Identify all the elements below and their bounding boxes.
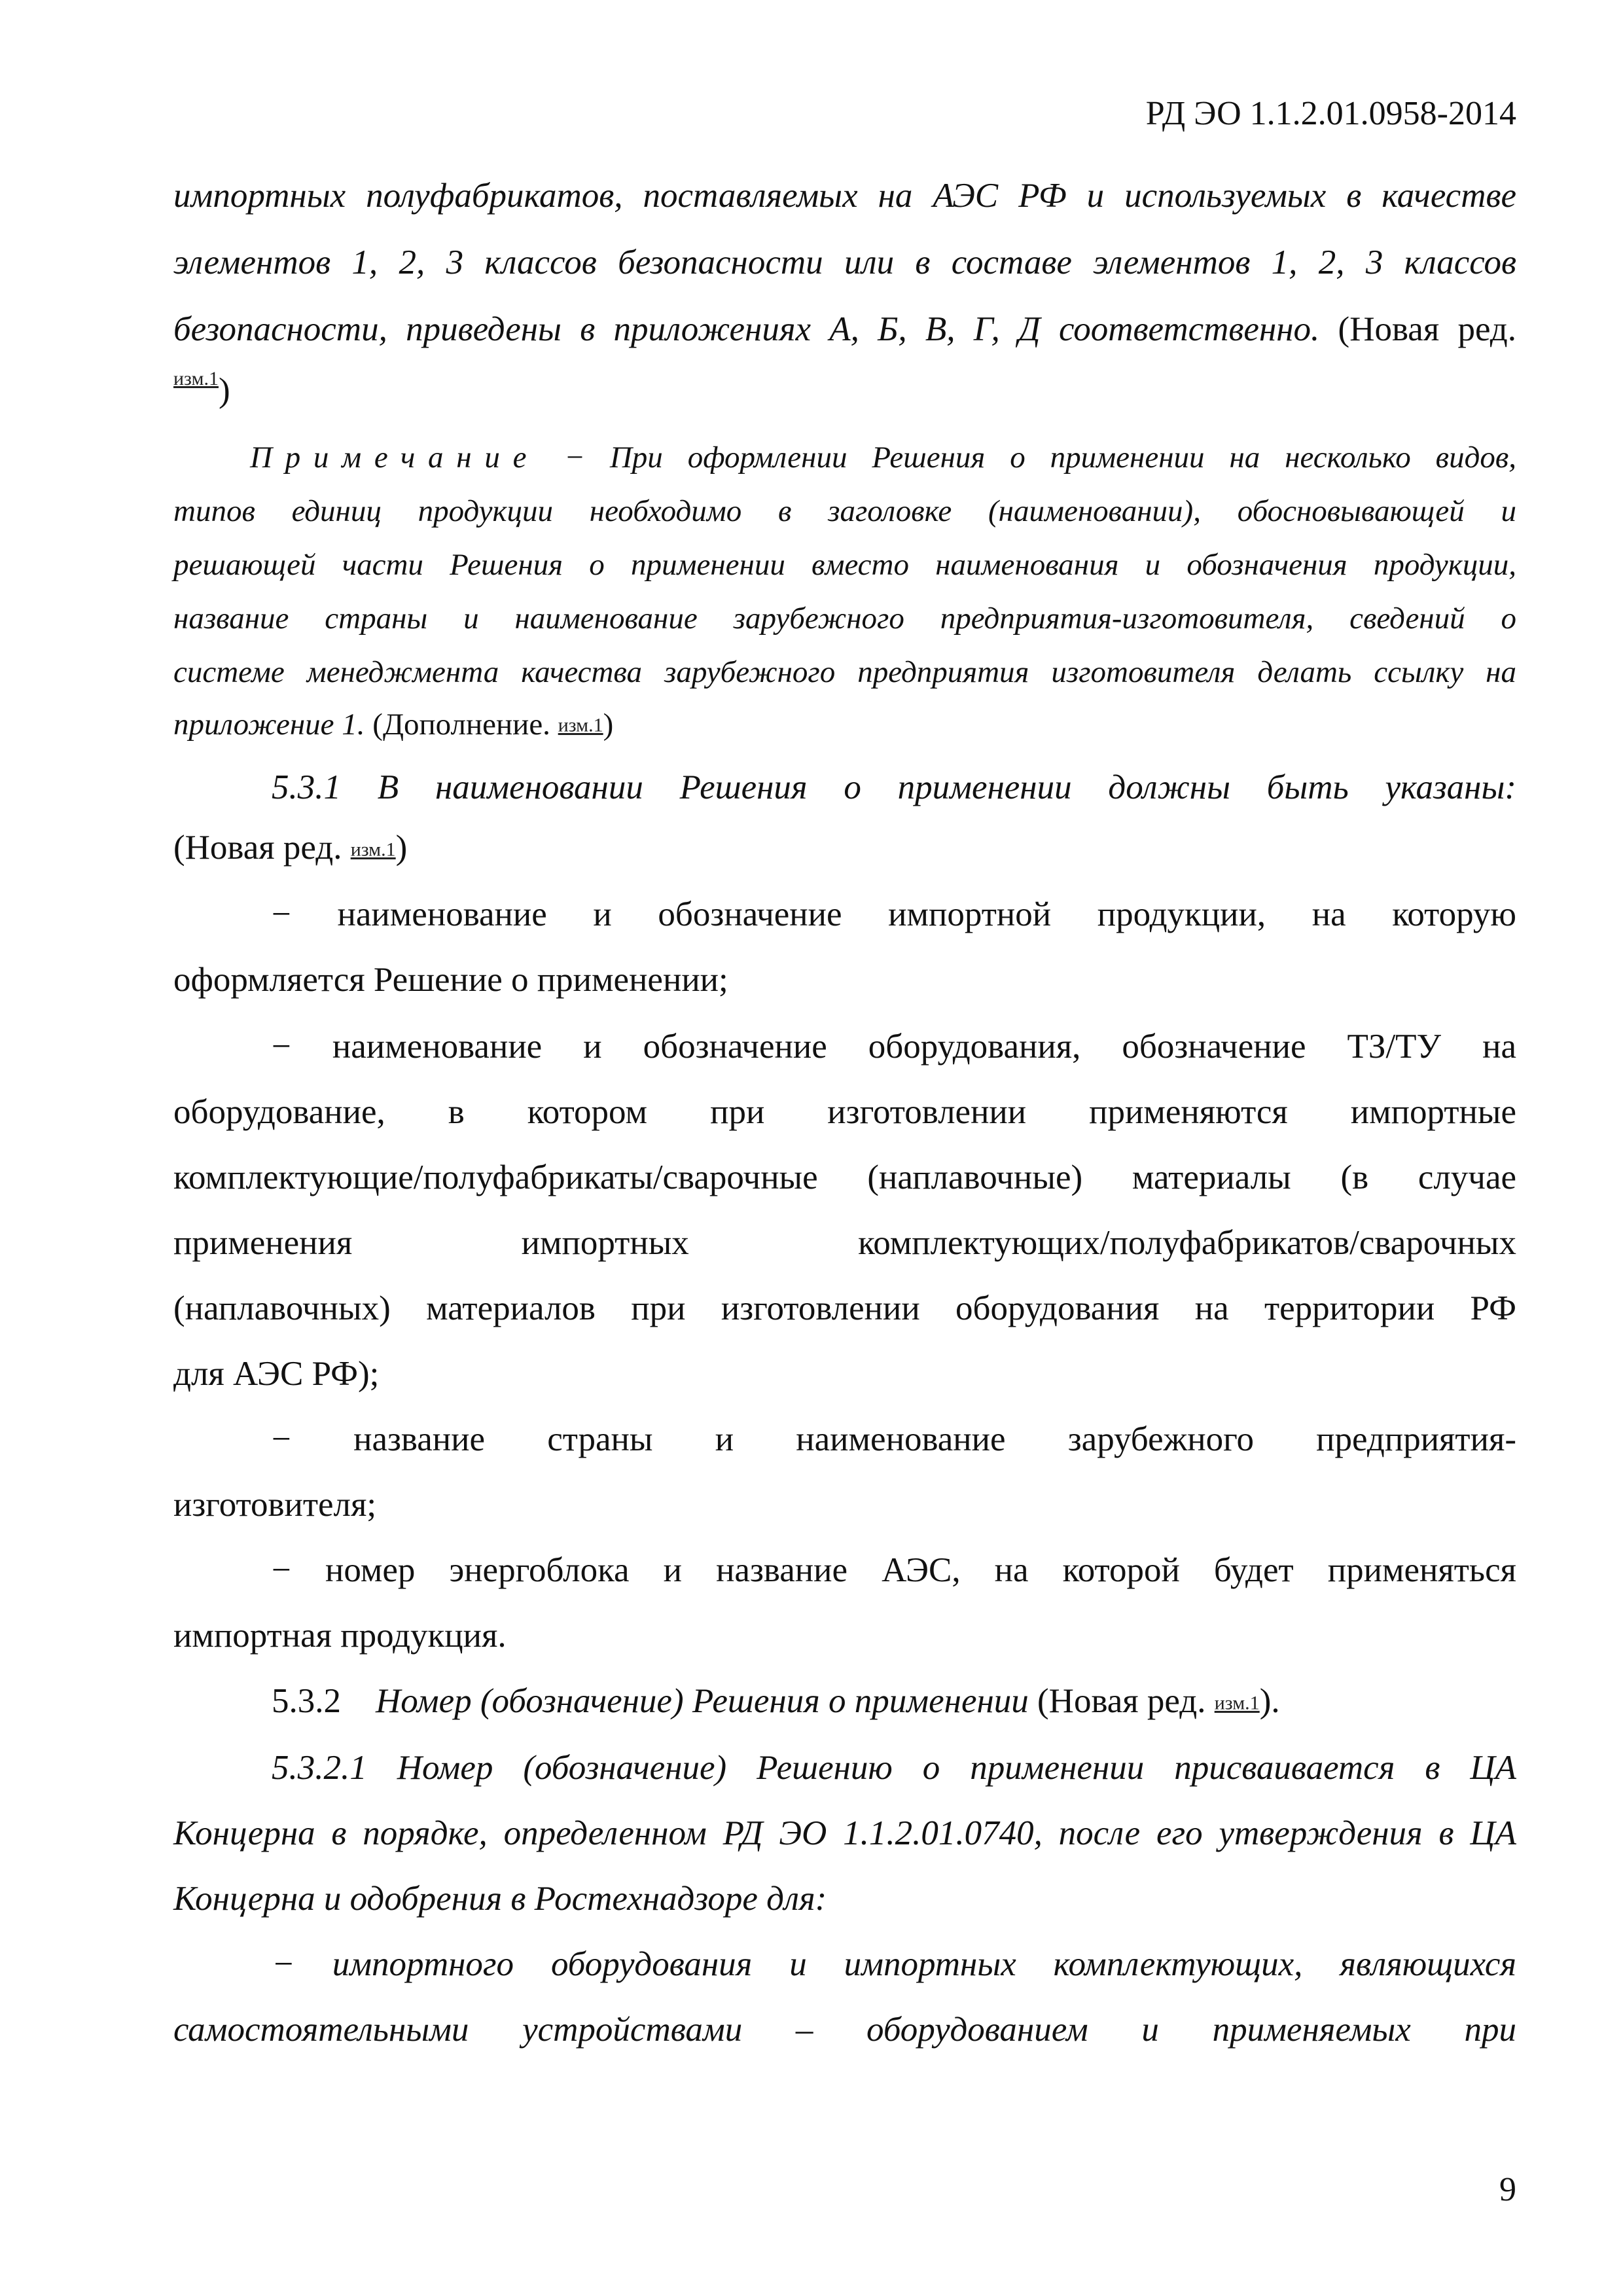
amendment-note: (Новая ред. xyxy=(173,829,342,867)
list-item-2-line-3: комплектующие/полуфабрикаты/сварочные (наплавочные) материалы (в случае xyxy=(173,1158,1516,1196)
list-item-2-line-4: применения импортных комплектующих/полуфабрикатов/сварочных xyxy=(173,1224,1516,1262)
note-line-1 xyxy=(250,439,1516,477)
note-line-2: типов единиц продукции необходимо в заголовке (наименовании), обосновывающей и xyxy=(173,494,1516,528)
amendment-ref-link[interactable]: изм.1 xyxy=(558,714,603,736)
section-5-3-2-1-line-5: самостоятельными устройствами – оборудованием и применяемых при xyxy=(173,2011,1516,2049)
note-line-6-text: приложение 1. xyxy=(173,708,365,742)
intro-line-1: импортных полуфабрикатов, поставляемых на АЭС РФ и используемых в качестве xyxy=(173,177,1516,215)
amendment-note: (Новая ред. xyxy=(1338,310,1516,348)
section-5-3-2-1-line-3: Концерна и одобрения в Ростехнадзоре для: xyxy=(173,1880,827,1918)
note-line-5: системе менеджмента качества зарубежного предприятия изготовителя делать ссылку на xyxy=(173,655,1516,689)
section-5-3-1-line-2 xyxy=(173,826,1516,869)
section-5-3-1-heading xyxy=(272,766,1516,809)
list-item-2-line-1: − наименование и обозначение оборудования, обозначение ТЗ/ТУ на xyxy=(272,1028,1516,1066)
list-item-2-line-5: (наплавочных) материалов при изготовлении оборудования на территории РФ xyxy=(173,1289,1516,1327)
page-number: 9 xyxy=(1499,2171,1516,2208)
document-header: РД ЭО 1.1.2.01.0958-2014 xyxy=(1145,95,1516,132)
intro-line-3 xyxy=(173,308,1516,351)
section-title: В наименовании Решения о применении должны быть указаны: xyxy=(377,768,1516,806)
close-paren: ). xyxy=(1259,1682,1280,1720)
list-item-1-line-2: оформляется Решение о применении; xyxy=(173,961,728,999)
list-item-3-line-2: изготовителя; xyxy=(173,1486,377,1524)
note-line-6 xyxy=(173,706,1516,744)
section-number: 5.3.1 xyxy=(272,768,341,806)
amendment-ref-link[interactable]: изм.1 xyxy=(173,368,219,389)
list-item-2-line-6: для АЭС РФ); xyxy=(173,1355,380,1393)
section-5-3-2-1-line-1: 5.3.2.1 Номер (обозначение) Решению о применении присваивается в ЦА xyxy=(272,1749,1516,1787)
amendment-ref-link[interactable]: изм.1 xyxy=(1214,1692,1260,1714)
close-paren: ) xyxy=(603,708,614,742)
note-line-1-text: При оформлении Решения о применении на несколько видов, xyxy=(609,440,1517,475)
addition-note: (Дополнение. xyxy=(372,708,550,742)
intro-line-2: элементов 1, 2, 3 классов безопасности или в составе элементов 1, 2, 3 классов xyxy=(173,243,1516,281)
section-number: 5.3.2 xyxy=(272,1682,341,1720)
section-5-3-2-1-line-2: Концерна в порядке, определенном РД ЭО 1.1.2.01.0740, после его утверждения в ЦА xyxy=(173,1814,1516,1852)
intro-line-4 xyxy=(173,367,1516,412)
list-item-1-line-1: − наименование и обозначение импортной продукции, на которую xyxy=(272,895,1516,933)
close-paren: ) xyxy=(218,371,230,410)
list-item-3-line-1: − название страны и наименование зарубежного предприятия- xyxy=(272,1420,1516,1458)
close-paren: ) xyxy=(395,829,408,867)
list-item-4-line-1: − номер энергоблока и название АЭС, на которой будет применяться xyxy=(272,1551,1516,1589)
section-5-3-2-heading xyxy=(272,1679,1516,1723)
note-label: Примечание xyxy=(250,440,540,475)
section-5-3-2-1-line-4: − импортного оборудования и импортных комплектующих, являющихся xyxy=(272,1945,1516,1983)
intro-line-3-text: безопасности, приведены в приложениях А, Б, В, Г, Д соответственно. xyxy=(173,310,1320,348)
amendment-note: (Новая ред. xyxy=(1037,1682,1206,1720)
note-dash: − xyxy=(564,440,585,475)
amendment-ref-link[interactable]: изм.1 xyxy=(350,838,396,861)
note-line-4: название страны и наименование зарубежного предприятия-изготовителя, сведений о xyxy=(173,601,1516,636)
list-item-2-line-2: оборудование, в котором при изготовлении применяются импортные xyxy=(173,1093,1516,1131)
section-title: Номер (обозначение) Решения о применении xyxy=(376,1682,1029,1720)
list-item-4-line-2: импортная продукция. xyxy=(173,1617,507,1655)
note-line-3: решающей части Решения о применении вместо наименования и обозначения продукции, xyxy=(173,548,1516,582)
